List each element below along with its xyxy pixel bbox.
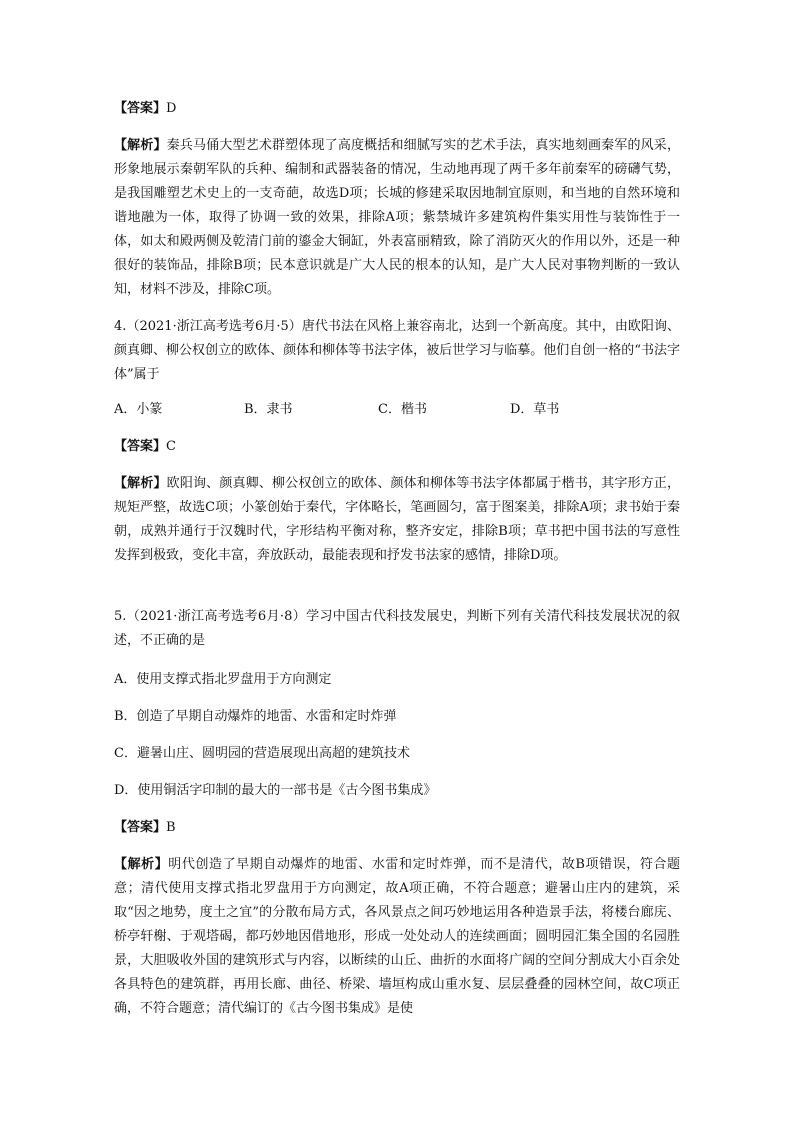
analysis-q4 <box>114 472 680 568</box>
answer-value: C <box>166 439 176 454</box>
option-b: B．创造了早期自动爆炸的地雷、水雷和定时炸弹 <box>114 709 397 724</box>
analysis-q3 <box>114 134 680 302</box>
question-5-stem: 5.（2021·浙江高考选考6月·8）学习中国古代科技发展史，判断下列有关清代科技发展状况的叙述，不正确的是 <box>114 609 680 648</box>
answer-q4 <box>114 435 680 459</box>
option-c: C．楷书 <box>378 402 427 417</box>
answer-label: 【答案】 <box>114 439 167 454</box>
answer-q3 <box>114 97 680 121</box>
analysis-label: 【解析】 <box>114 857 169 872</box>
option-d: D．草书 <box>510 402 560 417</box>
analysis-label: 【解析】 <box>114 138 167 153</box>
option-a: A．小篆 <box>114 402 163 417</box>
analysis-text: 明代创造了早期自动爆炸的地雷、水雷和定时炸弹，而不是清代，故B项错误，符合题意；清代使用支撑式指北罗盘用于方向测定，故A项正确，不符合题意；避暑山庄内的建筑，采取“因之地势，度土之宜”的分散布局方式，各风景点之间巧妙地运用各种造景手法，将楼台廊庑、桥亭轩榭、于观塔碣，都巧妙地因借地形，形成一处处动人的连续画面；圆明园汇集全国的名园胜景，大胆吸收外国的建筑形式与内容，以断续的山丘、曲折的水面将广阔的空间分割成大小百余处各具特色的建筑群，再用长廊、曲径、桥梁、墙垣构成山重水复、层层叠叠的园林空间，故C项正确，不符合题意；清代编订的《古今图书集成》是使 <box>114 857 680 1016</box>
analysis-q5 <box>114 853 680 1021</box>
option-b: B．隶书 <box>244 402 293 417</box>
option-a: A．使用支撑式指北罗盘用于方向测定 <box>114 672 332 687</box>
option-c: C．避暑山庄、圆明园的营造展现出高超的建筑技术 <box>114 746 410 761</box>
answer-value: B <box>166 820 176 835</box>
question-4-options <box>114 398 680 422</box>
answer-q5 <box>114 816 680 840</box>
answer-label: 【答案】 <box>114 101 167 116</box>
answer-value: D <box>166 101 177 116</box>
analysis-text: 欧阳询、颜真卿、柳公权创立的欧体、颜体和柳体等书法字体都属于楷书，其字形方正，规矩严整，故选C项；小篆创始于秦代，字体略长，笔画圆匀，富于图案美，排除A项；隶书始于秦朝，成熟并通行于汉魏时代，字形结构平衡对称，整齐安定，排除B项；草书把中国书法的写意性发挥到极致，变化丰富，奔放跃动，最能表现和抒发书法家的感情，排除D项。 <box>114 476 680 563</box>
option-d: D．使用铜活字印制的最大的一部书是《古今图书集成》 <box>114 783 437 798</box>
question-4-stem: 4.（2021·浙江高考选考6月·5）唐代书法在风格上兼容南北，达到一个新高度。其中，由欧阳询、颜真卿、柳公权创立的欧体、颜体和柳体等书法字体，被后世学习与临摹。他们自创一格的“书法字体”属于 <box>114 319 680 382</box>
analysis-label: 【解析】 <box>114 476 167 491</box>
analysis-text: 秦兵马俑大型艺术群塑体现了高度概括和细腻写实的艺术手法，真实地刻画秦军的风采，形象地展示秦朝军队的兵种、编制和武器装备的情况，生动地再现了两千多年前秦军的磅礴气势，是我国雕塑艺术史上的一支奇葩，故选D项；长城的修建采取因地制宜原则，和当地的自然环境和谐地融为一体，取得了协调一致的效果，排除A项；紫禁城许多建筑构件集实用性与装饰性于一体，如太和殿两侧及乾清门前的鎏金大铜缸，外表富丽精致，除了消防灭火的作用以外，还是一种很好的装饰品，排除B项；民本意识就是广大人民的根本的认知，是广大人民对事物判断的一致认知，材料不涉及，排除C项。 <box>114 138 680 297</box>
answer-label: 【答案】 <box>114 820 167 835</box>
